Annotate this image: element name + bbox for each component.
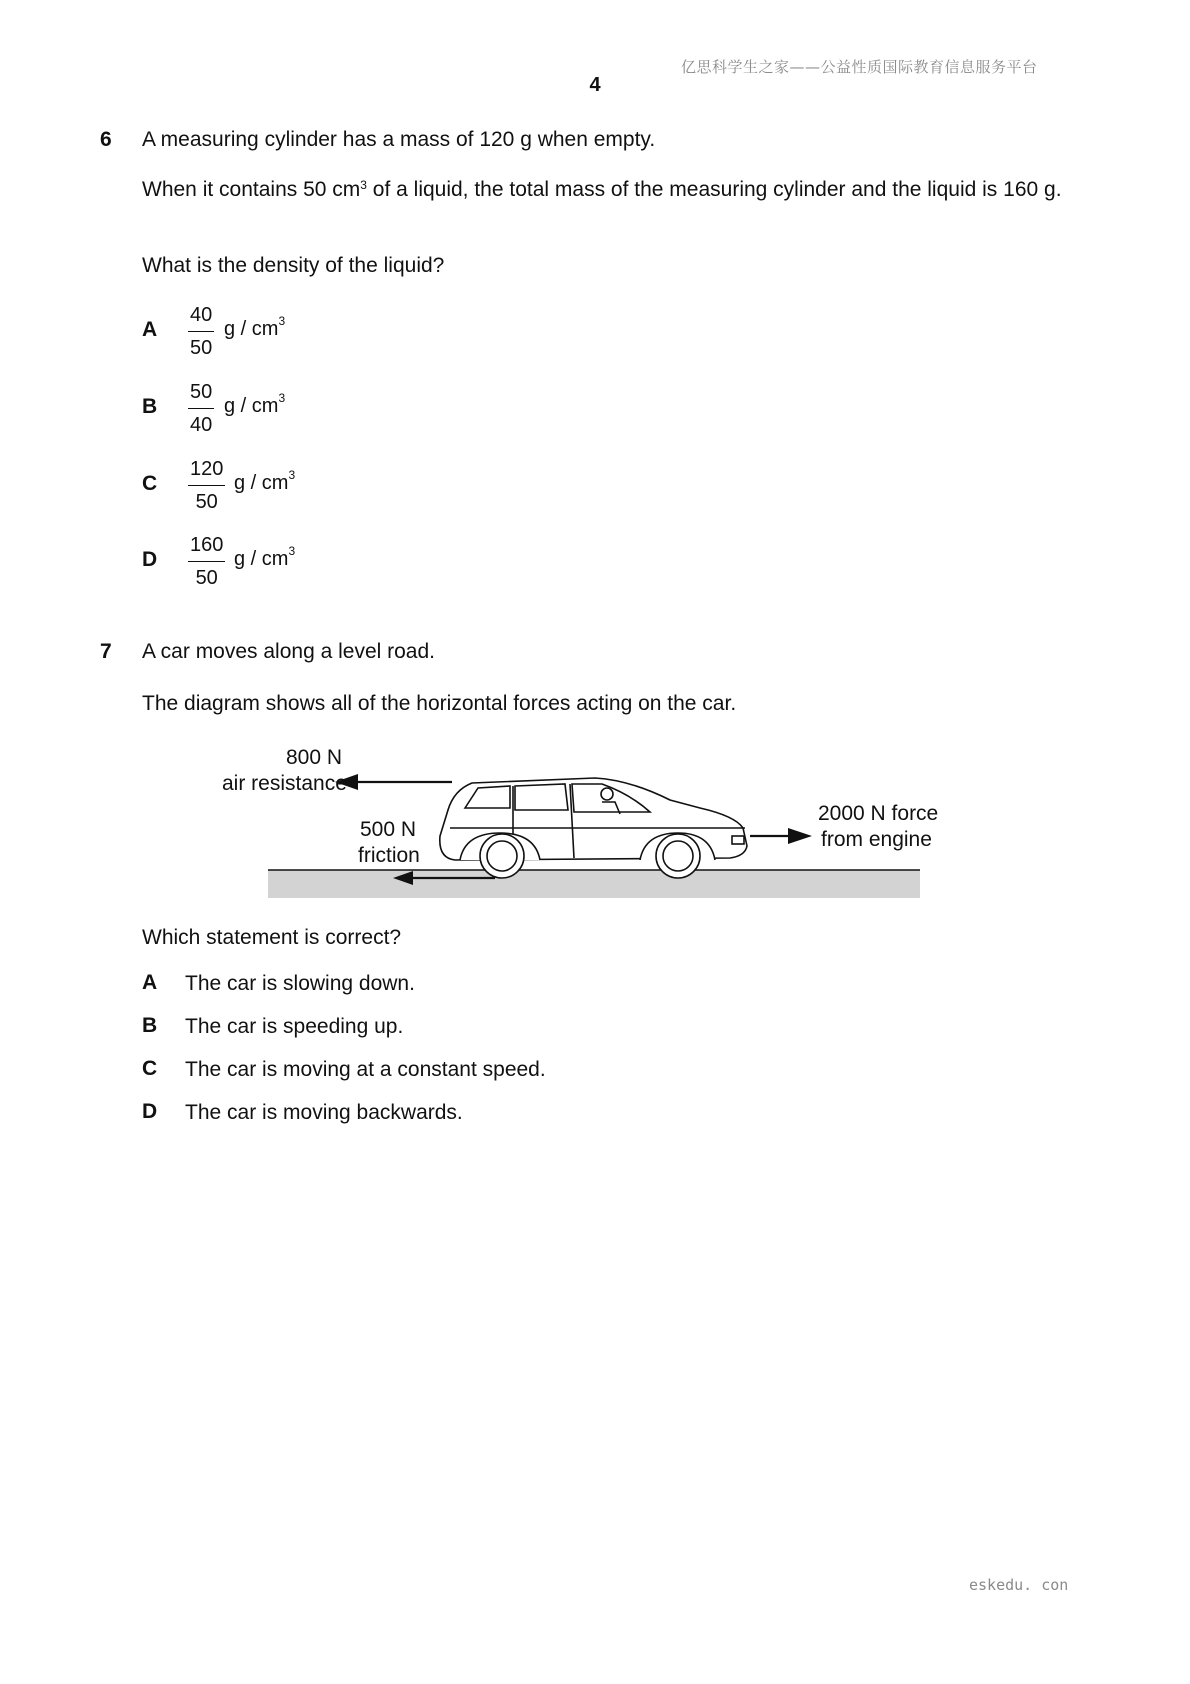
- air-resistance-label: air resistance: [222, 772, 347, 795]
- q6-option-b-denominator: 40: [190, 414, 213, 436]
- q6-option-d-unit: g / $cm^3$: [234, 544, 296, 570]
- friction-label: friction: [358, 844, 420, 867]
- road-surface: [268, 870, 920, 898]
- q6-option-b-letter[interactable]: B: [142, 395, 158, 418]
- q6-option-a-denominator: 50: [190, 337, 213, 359]
- header-watermark: 亿思科学生之家——公益性质国际教育信息服务平台: [681, 58, 1038, 76]
- q6-option-a-unit: g / $cm^3$: [224, 314, 286, 340]
- engine-force-arrowhead: [788, 828, 812, 844]
- q7-option-a-letter[interactable]: A: [142, 971, 158, 994]
- friction-force-label: 500 N: [360, 818, 417, 841]
- q6-option-c-letter[interactable]: C: [142, 472, 158, 495]
- question-7-line2: The diagram shows all of the horizontal forces acting on the car.: [142, 692, 737, 715]
- q6-option-b-numerator: 50: [188, 379, 214, 409]
- engine-source-label: from engine: [821, 828, 932, 851]
- q6-option-c-unit: g / $cm^3$: [234, 468, 296, 494]
- q6-option-a-numerator: 40: [188, 302, 214, 332]
- q6-option-c-numerator: 120: [188, 456, 225, 486]
- question-6-prompt: What is the density of the liquid?: [142, 254, 445, 277]
- q6-option-d-letter[interactable]: D: [142, 548, 158, 571]
- q6-option-c-denominator: 50: [195, 491, 218, 513]
- car-forces-diagram: [210, 728, 970, 908]
- q7-option-c-text[interactable]: The car is moving at a constant speed.: [185, 1058, 546, 1081]
- question-7-number: 7: [100, 640, 112, 663]
- q6-option-d-fraction: [188, 532, 225, 591]
- engine-force-label: 2000 N force: [818, 802, 939, 825]
- q6-option-a-letter[interactable]: A: [142, 318, 158, 341]
- page-number: 4: [589, 74, 601, 96]
- question-6-line1: A measuring cylinder has a mass of 120 g when empty.: [142, 128, 656, 151]
- footer-watermark: eskedu. con: [969, 1576, 1069, 1594]
- car-illustration: [440, 778, 747, 878]
- q7-option-a-text[interactable]: The car is slowing down.: [185, 972, 415, 995]
- q7-option-d-text[interactable]: The car is moving backwards.: [185, 1101, 463, 1124]
- q6-option-a-fraction: [188, 302, 214, 361]
- q6-option-d-denominator: 50: [195, 567, 218, 589]
- q6-option-b-fraction: [188, 379, 214, 438]
- q6-option-b-unit: g / $cm^3$: [224, 391, 286, 417]
- q7-option-c-letter[interactable]: C: [142, 1057, 158, 1080]
- question-6-number: 6: [100, 128, 112, 151]
- question-7-prompt: Which statement is correct?: [142, 926, 402, 949]
- q7-option-b-letter[interactable]: B: [142, 1014, 158, 1037]
- air-force-label: 800 N: [286, 746, 343, 769]
- question-6-line2: When it contains 50 $cm^3$ of a liquid, the total mass of the measuring cylinder and the liquid is 160 g.: [142, 178, 1062, 201]
- q6-option-d-numerator: 160: [188, 532, 225, 562]
- question-7-line1: A car moves along a level road.: [142, 640, 435, 663]
- q6-option-c-fraction: [188, 456, 225, 515]
- q7-option-b-text[interactable]: The car is speeding up.: [185, 1015, 404, 1038]
- q7-option-d-letter[interactable]: D: [142, 1100, 158, 1123]
